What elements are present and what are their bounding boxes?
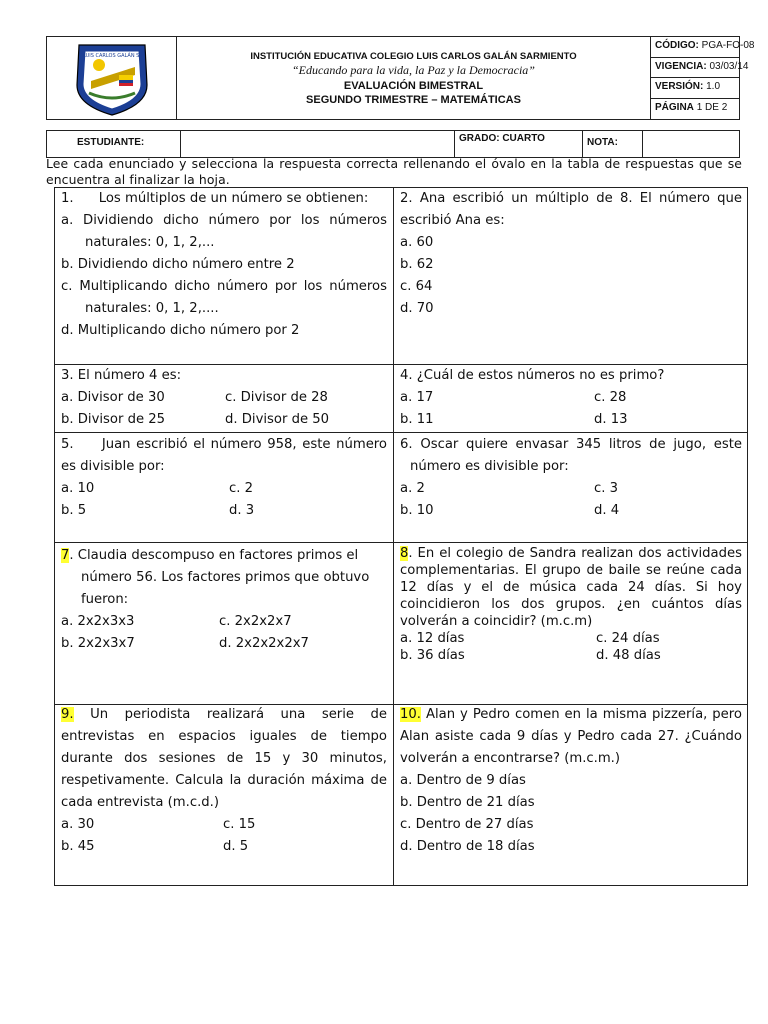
question-text: ¿Cuál de estos números no es primo? xyxy=(416,368,665,383)
school-logo xyxy=(47,37,177,119)
option-b[interactable]: b. 5 xyxy=(61,503,87,518)
option-b[interactable]: b. 36 días xyxy=(400,648,465,663)
question-text: Ana escribió un múltiplo de 8. El número que escribió Ana es: xyxy=(400,191,742,228)
question-text: . Claudia descompuso en factores primos el número 56. Los factores primos que obtuvo fueron: xyxy=(69,548,370,607)
option-b[interactable]: b. 2x2x3x7 xyxy=(61,636,135,651)
institution-name: INSTITUCIÓN EDUCATIVA COLEGIO LUIS CARLOS GALÁN SARMIENTO xyxy=(250,51,577,62)
question-number: 10. xyxy=(400,707,421,722)
instructions: Lee cada enunciado y selecciona la respuesta correcta rellenando el óvalo en la tabla de respuestas que se encuentra al finalizar la hoja. xyxy=(46,156,742,187)
option-b[interactable]: b. Dividiendo dicho número entre 2 xyxy=(61,257,295,272)
option-b[interactable]: b. 11 xyxy=(400,412,434,427)
meta-vigencia: VIGENCIA: 03/03/14 xyxy=(651,58,739,79)
question-4 xyxy=(400,365,742,431)
option-c[interactable]: c. 2x2x2x7 xyxy=(219,614,292,629)
option-d[interactable]: d. 48 días xyxy=(596,648,661,663)
option-d[interactable]: d. Dentro de 18 días xyxy=(400,839,535,854)
option-a[interactable]: a. Dividiendo dicho número por los números naturales: 0, 1, 2,... xyxy=(61,213,387,250)
question-number: 3. xyxy=(61,368,74,383)
question-number: 4. xyxy=(400,368,413,383)
student-name-field[interactable] xyxy=(181,131,455,157)
question-text: . En el colegio de Sandra realizan dos actividades complementarias. El grupo de baile se reúne cada 12 días y el de música cada 24 días. Si hoy coincidieron los dos grupos. ¿en cuántos días volverán a coincidir? (m.c.m) xyxy=(400,546,742,629)
question-number: 8 xyxy=(400,546,409,561)
question-text: Oscar quiere envasar 345 litros de jugo, este número es divisible por: xyxy=(410,437,742,474)
option-c[interactable]: c. Dentro de 27 días xyxy=(400,817,534,832)
option-a[interactable]: a. 30 xyxy=(61,817,95,832)
question-text: Los múltiplos de un número se obtienen: xyxy=(98,191,369,206)
grid-row-line xyxy=(55,542,747,543)
option-d[interactable]: d. Divisor de 50 xyxy=(225,412,330,427)
meta-codigo: CÓDIGO: PGA-FO-08 xyxy=(651,37,739,58)
institution-motto: “Educando para la vida, la Paz y la Democracia” xyxy=(292,63,535,77)
option-d[interactable]: d. 5 xyxy=(223,839,249,854)
option-d[interactable]: d. 3 xyxy=(229,503,255,518)
question-9 xyxy=(61,704,387,858)
option-c[interactable]: c. 24 días xyxy=(596,631,660,646)
option-a[interactable]: a. 2x2x3x3 xyxy=(61,614,135,629)
option-b[interactable]: b. 45 xyxy=(61,839,95,854)
option-a[interactable]: a. 2 xyxy=(400,481,425,496)
option-b[interactable]: b. Divisor de 25 xyxy=(61,412,166,427)
grid-divider xyxy=(393,188,394,885)
option-a[interactable]: a. 17 xyxy=(400,390,434,405)
question-text: Un periodista realizará una serie de entrevistas en espacios iguales de tiempo durante dos sesiones de 15 y 30 minutos, respetivamente. Calcula la duración máxima de cada entrevista (m.c.d.) xyxy=(61,707,387,810)
option-d[interactable]: d. 4 xyxy=(594,503,620,518)
option-c[interactable]: c. Divisor de 28 xyxy=(225,390,328,405)
question-text: El número 4 es: xyxy=(77,368,182,383)
option-d[interactable]: d. 2x2x2x2x7 xyxy=(219,636,309,651)
student-label: ESTUDIANTE: xyxy=(47,131,181,157)
student-info-row xyxy=(46,130,740,158)
option-a[interactable]: a. Dentro de 9 días xyxy=(400,773,526,788)
question-number: 1. xyxy=(61,191,74,206)
question-text: Alan y Pedro comen en la misma pizzería, pero Alan asiste cada 9 días y Pedro cada 27. ¿Cuándo volverán a encontrarse? (m.c.m.) xyxy=(400,707,742,766)
question-number: 9. xyxy=(61,707,74,722)
meta-version: VERSIÓN: 1.0 xyxy=(651,78,739,99)
option-a[interactable]: a. Divisor de 30 xyxy=(61,390,165,405)
option-a[interactable]: a. 60 xyxy=(400,235,434,250)
question-8 xyxy=(400,545,742,664)
question-2 xyxy=(400,188,742,320)
meta-pagina: PÁGINA 1 DE 2 xyxy=(655,101,728,113)
question-5 xyxy=(61,434,387,522)
document-meta xyxy=(651,37,755,119)
question-text: Juan escribió el número 958, este número es divisible por: xyxy=(61,437,388,474)
grid-row-line xyxy=(55,432,747,433)
option-b[interactable]: b. Dentro de 21 días xyxy=(400,795,535,810)
option-c[interactable]: c. Multiplicando dicho número por los números naturales: 0, 1, 2,.... xyxy=(61,279,387,316)
exam-subject: SEGUNDO TRIMESTRE – MATEMÁTICAS xyxy=(306,94,521,106)
option-c[interactable]: c. 15 xyxy=(223,817,256,832)
school-crest-icon xyxy=(47,37,177,119)
question-3 xyxy=(61,365,387,431)
nota-label: NOTA: xyxy=(583,131,643,157)
option-c[interactable]: c. 2 xyxy=(229,481,254,496)
option-b[interactable]: b. 10 xyxy=(400,503,434,518)
question-number: 2. xyxy=(400,191,413,206)
option-d[interactable]: d. 13 xyxy=(594,412,628,427)
question-10 xyxy=(400,704,742,858)
question-6 xyxy=(400,434,742,522)
document-header xyxy=(46,36,755,120)
logo-text: LUIS CARLOS GALÁN S. xyxy=(83,53,141,59)
option-c[interactable]: c. 3 xyxy=(594,481,619,496)
question-1 xyxy=(61,188,387,342)
question-7 xyxy=(61,545,387,655)
grade-label: GRADO: CUARTO xyxy=(455,131,583,157)
question-number: 7 xyxy=(61,548,70,563)
question-number: 5. xyxy=(61,437,74,452)
header-center xyxy=(177,37,651,119)
option-c[interactable]: c. 64 xyxy=(400,279,433,294)
option-a[interactable]: a. 10 xyxy=(61,481,95,496)
option-d[interactable]: d. Multiplicando dicho número por 2 xyxy=(61,323,300,338)
nota-field[interactable] xyxy=(643,131,739,157)
option-b[interactable]: b. 62 xyxy=(400,257,434,272)
questions-grid xyxy=(54,187,748,886)
option-c[interactable]: c. 28 xyxy=(594,390,627,405)
question-number: 6. xyxy=(400,437,413,452)
option-d[interactable]: d. 70 xyxy=(400,301,434,316)
option-a[interactable]: a. 12 días xyxy=(400,631,465,646)
exam-title: EVALUACIÓN BIMESTRAL xyxy=(343,80,484,92)
